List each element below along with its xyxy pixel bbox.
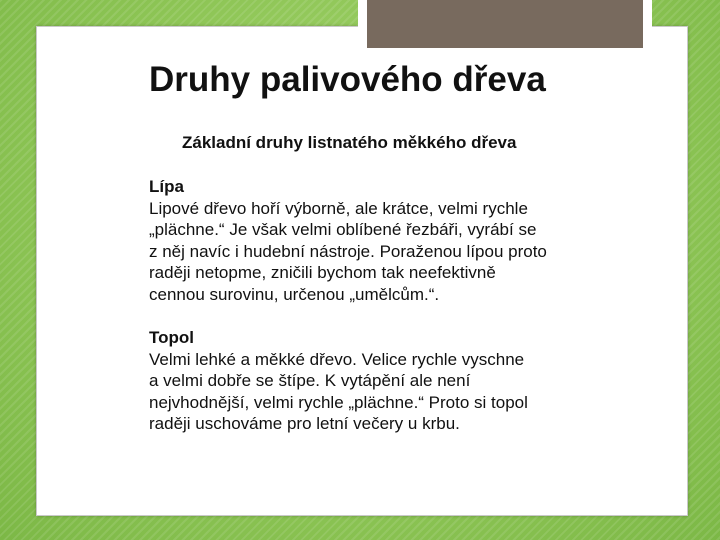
title-accent-block [367,0,643,48]
section-text-topol: Velmi lehké a měkké dřevo. Velice rychle vyschne a velmi dobře se štípe. K vytápění ale není nejvhodnější, velmi rychle „plächne.“ Proto si topol raději uschováme pro letní večery u krbu. [149,349,528,433]
section-topol [149,327,589,435]
slide-title: Druhy palivového dřeva [149,60,546,99]
section-heading-topol: Topol [149,328,194,347]
section-text-lipa: Lipové dřevo hoří výborně, ale krátce, velmi rychle „plächne.“ Je však velmi oblíbené řezbáři, vyrábí se z něj navíc i hudební nástroje. Poraženou lípou proto raději netopme, zničili bychom tak neefektivně cennou surovinu, určenou „umělcům.“. [149,198,547,304]
section-lipa [149,176,589,305]
section-heading-lipa: Lípa [149,177,184,196]
slide-subtitle: Základní druhy listnatého měkkého dřeva [182,133,517,152]
